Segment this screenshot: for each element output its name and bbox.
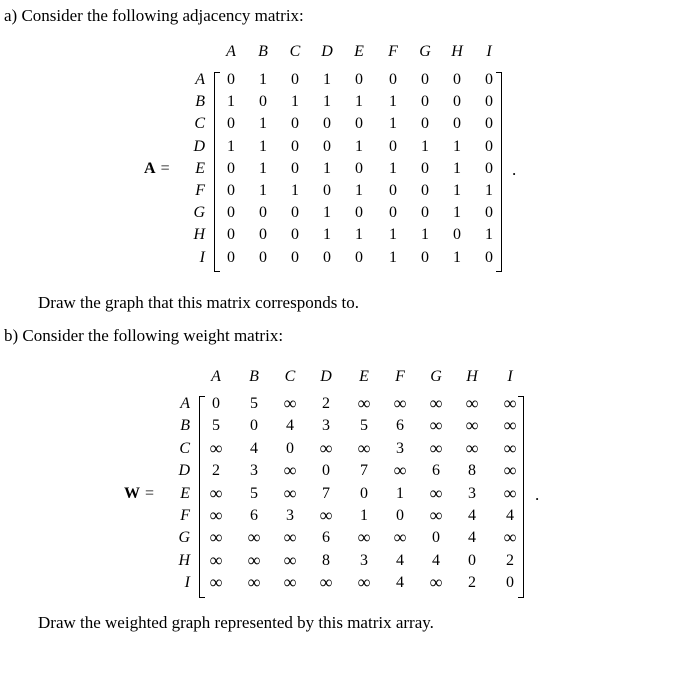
matrix-cell: 3 bbox=[250, 462, 258, 480]
matrix-cell: 0 bbox=[453, 93, 461, 111]
matrix-name-label bbox=[124, 485, 159, 503]
matrix-cell: 0 bbox=[291, 159, 299, 177]
row-label: E bbox=[195, 159, 205, 177]
matrix-cell: ∞ bbox=[503, 527, 517, 548]
row-label: A bbox=[180, 395, 190, 412]
matrix-cell: ∞ bbox=[465, 415, 479, 436]
matrix-cell: ∞ bbox=[503, 460, 517, 481]
column-label: E bbox=[359, 368, 369, 385]
right-bracket bbox=[496, 72, 502, 272]
matrix-cell: 2 bbox=[468, 574, 476, 592]
column-label: B bbox=[249, 368, 259, 385]
matrix-cell: 1 bbox=[421, 137, 429, 155]
matrix-cell: ∞ bbox=[283, 572, 297, 593]
matrix-cell: 0 bbox=[259, 248, 267, 266]
matrix-cell: 1 bbox=[227, 137, 235, 155]
row-label: B bbox=[195, 93, 205, 111]
matrix-cell: 0 bbox=[421, 204, 429, 222]
column-label: G bbox=[430, 368, 442, 385]
matrix-cell: 1 bbox=[389, 115, 397, 133]
column-label: I bbox=[486, 43, 492, 60]
column-label: H bbox=[466, 368, 478, 385]
matrix-cell: ∞ bbox=[429, 415, 443, 436]
matrix-cell: ∞ bbox=[247, 549, 261, 570]
matrix-cell: ∞ bbox=[319, 572, 333, 593]
matrix-cell: 0 bbox=[291, 71, 299, 88]
equals-sign: = bbox=[160, 159, 170, 177]
left-bracket bbox=[214, 72, 220, 272]
matrix-cell: 0 bbox=[227, 204, 235, 222]
row-label: H bbox=[178, 551, 190, 569]
matrix-cell: 0 bbox=[396, 507, 404, 524]
matrix-cell: 0 bbox=[355, 71, 363, 88]
column-label: D bbox=[320, 368, 332, 385]
matrix-cell: 0 bbox=[259, 226, 267, 244]
column-label: B bbox=[258, 43, 268, 60]
matrix-cell: 1 bbox=[291, 93, 299, 111]
matrix-cell: 0 bbox=[355, 115, 363, 133]
matrix-cell: 0 bbox=[421, 115, 429, 133]
matrix-cell: 0 bbox=[421, 71, 429, 88]
row-label: D bbox=[193, 137, 205, 155]
matrix-cell: 0 bbox=[323, 137, 331, 155]
left-bracket bbox=[199, 396, 205, 598]
matrix-cell: 5 bbox=[250, 484, 258, 502]
matrix-cell: 1 bbox=[323, 204, 331, 222]
matrix-cell: 0 bbox=[485, 93, 493, 111]
matrix-cell: 0 bbox=[227, 71, 235, 88]
matrix-cell: 2 bbox=[212, 462, 220, 480]
row-label: F bbox=[180, 507, 190, 524]
matrix-cell: ∞ bbox=[429, 572, 443, 593]
matrix-cell: 6 bbox=[250, 507, 258, 524]
matrix-cell: 1 bbox=[453, 159, 461, 177]
matrix-cell: 0 bbox=[421, 182, 429, 199]
row-label: D bbox=[178, 462, 190, 480]
matrix-cell: 1 bbox=[453, 182, 461, 199]
matrix-cell: 1 bbox=[259, 71, 267, 88]
matrix-cell: 4 bbox=[432, 551, 440, 569]
matrix-cell: 1 bbox=[389, 226, 397, 244]
matrix-cell: ∞ bbox=[429, 437, 443, 458]
matrix-cell: 0 bbox=[389, 71, 397, 88]
matrix-cell: 4 bbox=[250, 439, 258, 457]
matrix-cell: ∞ bbox=[283, 549, 297, 570]
matrix-cell: 1 bbox=[453, 204, 461, 222]
matrix-cell: 0 bbox=[389, 137, 397, 155]
matrix-cell: 1 bbox=[389, 93, 397, 111]
matrix-cell: ∞ bbox=[319, 505, 333, 525]
matrix-cell: 3 bbox=[286, 507, 294, 524]
matrix-cell: 3 bbox=[360, 551, 368, 569]
matrix-cell: 3 bbox=[322, 417, 330, 435]
matrix-cell: 1 bbox=[485, 182, 493, 199]
matrix-cell: 0 bbox=[355, 159, 363, 177]
matrix-cell: 0 bbox=[323, 248, 331, 266]
matrix-cell: 0 bbox=[421, 248, 429, 266]
matrix-cell: ∞ bbox=[283, 393, 297, 413]
matrix-cell: 1 bbox=[453, 137, 461, 155]
matrix-cell: ∞ bbox=[357, 527, 371, 548]
matrix-cell: 4 bbox=[506, 507, 514, 524]
matrix-cell: 0 bbox=[485, 137, 493, 155]
matrix-cell: 0 bbox=[506, 574, 514, 592]
matrix-cell: 1 bbox=[323, 159, 331, 177]
matrix-cell: 6 bbox=[322, 529, 330, 547]
matrix-cell: 4 bbox=[286, 417, 294, 435]
matrix-cell: ∞ bbox=[209, 505, 223, 525]
matrix-cell: ∞ bbox=[465, 393, 479, 413]
matrix-cell: 1 bbox=[323, 226, 331, 244]
matrix-cell: 0 bbox=[468, 551, 476, 569]
row-label: A bbox=[195, 71, 205, 88]
matrix-cell: 1 bbox=[323, 71, 331, 88]
matrix-cell: 8 bbox=[468, 462, 476, 480]
matrix-cell: ∞ bbox=[503, 415, 517, 436]
matrix-cell: 7 bbox=[360, 462, 368, 480]
trailing-period: . bbox=[535, 484, 540, 504]
matrix-cell: 4 bbox=[468, 507, 476, 524]
matrix-cell: 1 bbox=[396, 484, 404, 502]
matrix-symbol: A bbox=[144, 159, 156, 177]
matrix-cell: ∞ bbox=[247, 527, 261, 548]
column-label: I bbox=[507, 368, 513, 385]
part-a-instruction: Draw the graph that this matrix corresponds to. bbox=[38, 293, 360, 312]
row-label: C bbox=[179, 439, 190, 457]
matrix-cell: 1 bbox=[453, 248, 461, 266]
matrix-name-label bbox=[144, 160, 175, 178]
matrix-cell: 0 bbox=[291, 115, 299, 133]
matrix-cell: ∞ bbox=[393, 460, 407, 481]
row-label: E bbox=[180, 484, 190, 502]
matrix-cell: 0 bbox=[453, 71, 461, 88]
matrix-cell: ∞ bbox=[209, 572, 223, 593]
part-b-instruction: Draw the weighted graph represented by this matrix array. bbox=[38, 613, 434, 632]
matrix-cell: 2 bbox=[506, 551, 514, 569]
row-label: B bbox=[180, 417, 190, 435]
matrix-cell: ∞ bbox=[283, 527, 297, 548]
matrix-cell: ∞ bbox=[209, 482, 223, 503]
matrix-cell: 0 bbox=[485, 115, 493, 133]
matrix-cell: 0 bbox=[421, 93, 429, 111]
matrix-cell: 0 bbox=[323, 182, 331, 199]
equals-sign: = bbox=[145, 484, 155, 502]
matrix-cell: ∞ bbox=[283, 460, 297, 481]
matrix-cell: 0 bbox=[389, 182, 397, 199]
matrix-cell: ∞ bbox=[429, 393, 443, 413]
matrix-cell: 0 bbox=[389, 204, 397, 222]
column-label: G bbox=[419, 43, 431, 60]
row-label: G bbox=[178, 529, 190, 547]
matrix-cell: 0 bbox=[485, 248, 493, 266]
row-label: F bbox=[195, 182, 205, 199]
matrix-cell: ∞ bbox=[283, 482, 297, 503]
matrix-cell: ∞ bbox=[503, 437, 517, 458]
matrix-cell: ∞ bbox=[209, 527, 223, 548]
matrix-cell: 3 bbox=[396, 439, 404, 457]
row-label: C bbox=[194, 115, 205, 133]
matrix-cell: 0 bbox=[432, 529, 440, 547]
matrix-cell: 0 bbox=[259, 93, 267, 111]
matrix-cell: ∞ bbox=[357, 393, 371, 413]
matrix-cell: 1 bbox=[259, 137, 267, 155]
matrix-cell: ∞ bbox=[465, 437, 479, 458]
matrix-cell: 0 bbox=[453, 226, 461, 244]
column-label: A bbox=[226, 43, 236, 60]
column-label: C bbox=[289, 43, 301, 60]
matrix-cell: ∞ bbox=[319, 437, 333, 458]
matrix-cell: 4 bbox=[396, 551, 404, 569]
matrix-cell: 0 bbox=[421, 159, 429, 177]
matrix-cell: 0 bbox=[355, 248, 363, 266]
matrix-cell: 0 bbox=[227, 248, 235, 266]
matrix-cell: ∞ bbox=[393, 393, 407, 413]
matrix-cell: 0 bbox=[323, 115, 331, 133]
right-bracket bbox=[518, 396, 524, 598]
matrix-cell: 1 bbox=[355, 226, 363, 244]
matrix-cell: 0 bbox=[322, 462, 330, 480]
matrix-cell: 1 bbox=[421, 226, 429, 244]
column-label: D bbox=[321, 43, 333, 60]
part-b-prompt: b) Consider the following weight matrix: bbox=[4, 326, 284, 345]
matrix-cell: 1 bbox=[227, 93, 235, 111]
matrix-cell: 0 bbox=[355, 204, 363, 222]
matrix-cell: ∞ bbox=[503, 482, 517, 503]
matrix-cell: 0 bbox=[485, 204, 493, 222]
row-label: I bbox=[184, 574, 190, 592]
matrix-cell: 0 bbox=[360, 484, 368, 502]
matrix-cell: 0 bbox=[291, 248, 299, 266]
matrix-cell: 1 bbox=[259, 182, 267, 199]
matrix-cell: 5 bbox=[212, 417, 220, 435]
matrix-cell: ∞ bbox=[357, 437, 371, 458]
matrix-cell: 1 bbox=[291, 182, 299, 199]
matrix-cell: ∞ bbox=[209, 549, 223, 570]
matrix-cell: 1 bbox=[355, 137, 363, 155]
matrix-cell: 2 bbox=[322, 395, 330, 412]
column-label: F bbox=[388, 43, 398, 60]
matrix-cell: 1 bbox=[485, 226, 493, 244]
matrix-cell: 0 bbox=[227, 226, 235, 244]
matrix-cell: ∞ bbox=[429, 505, 443, 525]
column-label: F bbox=[395, 368, 405, 385]
matrix-cell: 0 bbox=[227, 182, 235, 199]
matrix-cell: 1 bbox=[389, 159, 397, 177]
column-label: H bbox=[451, 43, 463, 60]
column-label: C bbox=[284, 368, 296, 385]
matrix-cell: ∞ bbox=[503, 393, 517, 413]
matrix-cell: 0 bbox=[227, 115, 235, 133]
matrix-cell: 5 bbox=[250, 395, 258, 412]
matrix-cell: 1 bbox=[389, 248, 397, 266]
matrix-cell: ∞ bbox=[357, 572, 371, 593]
matrix-cell: 1 bbox=[360, 507, 368, 524]
matrix-cell: 0 bbox=[291, 204, 299, 222]
matrix-cell: 3 bbox=[468, 484, 476, 502]
trailing-period: . bbox=[512, 159, 517, 179]
row-label: H bbox=[193, 226, 205, 244]
matrix-cell: 0 bbox=[227, 159, 235, 177]
row-label: G bbox=[193, 204, 205, 222]
matrix-cell: 8 bbox=[322, 551, 330, 569]
matrix-cell: 4 bbox=[396, 574, 404, 592]
matrix-cell: ∞ bbox=[429, 482, 443, 503]
matrix-cell: 1 bbox=[259, 159, 267, 177]
matrix-cell: 4 bbox=[468, 529, 476, 547]
matrix-cell: 0 bbox=[485, 159, 493, 177]
column-label: E bbox=[354, 43, 364, 60]
column-label: A bbox=[211, 368, 221, 385]
matrix-cell: 1 bbox=[259, 115, 267, 133]
matrix-cell: 1 bbox=[355, 93, 363, 111]
matrix-symbol: W bbox=[124, 484, 140, 502]
matrix-cell: ∞ bbox=[247, 572, 261, 593]
matrix-cell: 0 bbox=[291, 137, 299, 155]
matrix-cell: 7 bbox=[322, 484, 330, 502]
matrix-cell: 1 bbox=[355, 182, 363, 199]
matrix-cell: 0 bbox=[259, 204, 267, 222]
matrix-cell: 0 bbox=[291, 226, 299, 244]
matrix-cell: 0 bbox=[250, 417, 258, 435]
matrix-cell: 0 bbox=[286, 439, 294, 457]
row-label: I bbox=[199, 248, 205, 266]
matrix-cell: 6 bbox=[432, 462, 440, 480]
matrix-cell: 0 bbox=[453, 115, 461, 133]
matrix-cell: ∞ bbox=[393, 527, 407, 548]
matrix-cell: 6 bbox=[396, 417, 404, 435]
part-a-prompt: a) Consider the following adjacency matrix: bbox=[4, 6, 304, 25]
matrix-cell: 5 bbox=[360, 417, 368, 435]
matrix-cell: ∞ bbox=[209, 437, 223, 458]
matrix-cell: 0 bbox=[212, 395, 220, 412]
matrix-cell: 1 bbox=[323, 93, 331, 111]
matrix-cell: 0 bbox=[485, 71, 493, 88]
